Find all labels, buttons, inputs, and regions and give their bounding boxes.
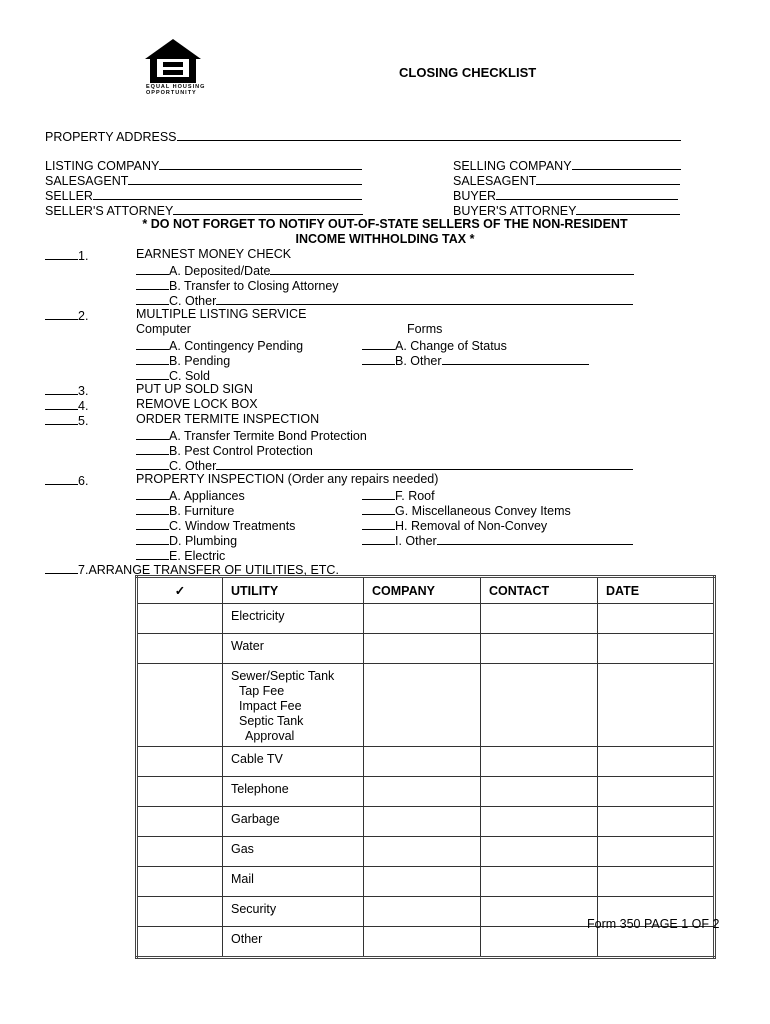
item-6-number: 6. [78, 474, 89, 488]
item-1a-label: A. Deposited/Date [169, 264, 271, 278]
notice-line-2: INCOME WITHHOLDING TAX * [295, 232, 475, 246]
item-6g-label: G. Miscellaneous Convey Items [395, 504, 571, 518]
check-header: ✓ [137, 577, 223, 604]
utility-cell [223, 837, 364, 867]
item-4-number: 4. [78, 399, 89, 413]
check-cell[interactable] [137, 634, 223, 664]
company-cell[interactable] [364, 897, 481, 927]
date-cell[interactable] [598, 664, 715, 747]
date-cell[interactable] [598, 604, 715, 634]
table-row [137, 604, 715, 634]
table-row [137, 867, 715, 897]
date-header: DATE [598, 577, 715, 604]
table-row [137, 837, 715, 867]
item-2b-label: B. Pending [169, 354, 231, 368]
logo-line-2: OPPORTUNITY [146, 90, 197, 96]
item-6i-label: I. Other [395, 534, 437, 548]
item-7-label: ARRANGE TRANSFER OF UTILITIES, ETC. [88, 563, 339, 577]
utility-name: Telephone [231, 782, 289, 796]
buyers-attorney-label: BUYER'S ATTORNEY [453, 204, 577, 218]
check-cell[interactable] [137, 604, 223, 634]
item-6-label: PROPERTY INSPECTION (Order any repairs needed) [136, 472, 439, 486]
item-6e-label: E. Electric [169, 549, 226, 563]
date-cell[interactable] [598, 634, 715, 664]
company-cell[interactable] [364, 777, 481, 807]
page-title: CLOSING CHECKLIST [399, 65, 537, 80]
item-5-label: ORDER TERMITE INSPECTION [136, 412, 320, 426]
utility-cell [223, 807, 364, 837]
company-cell[interactable] [364, 927, 481, 958]
table-header-row [137, 577, 715, 604]
item-6d-label: D. Plumbing [169, 534, 238, 548]
contact-cell[interactable] [481, 634, 598, 664]
notice-line-1: * DO NOT FORGET TO NOTIFY OUT-OF-STATE SELLERS OF THE NON-RESIDENT [142, 217, 628, 231]
table-row [137, 777, 715, 807]
logo-line-1: EQUAL HOUSING [146, 84, 206, 90]
item-6c-label: C. Window Treatments [169, 519, 296, 533]
item-5c-label: C. Other [169, 459, 217, 473]
item-2-label: MULTIPLE LISTING SERVICE [136, 307, 307, 321]
table-row [137, 807, 715, 837]
company-cell[interactable] [364, 604, 481, 634]
company-cell[interactable] [364, 664, 481, 747]
utility-cell [223, 634, 364, 664]
contact-cell[interactable] [481, 837, 598, 867]
item-2-forms-a-label: A. Change of Status [395, 339, 507, 353]
sellers-attorney-label: SELLER'S ATTORNEY [45, 204, 174, 218]
item-1b-label: B. Transfer to Closing Attorney [169, 279, 339, 293]
utilities-table [135, 575, 716, 959]
contact-cell[interactable] [481, 747, 598, 777]
date-cell[interactable] [598, 867, 715, 897]
contact-cell[interactable] [481, 807, 598, 837]
item-2-forms-heading: Forms [407, 322, 443, 336]
utility-sub-item: Approval [245, 729, 295, 743]
contact-cell[interactable] [481, 777, 598, 807]
company-cell[interactable] [364, 634, 481, 664]
item-3-number: 3. [78, 384, 89, 398]
item-5b-label: B. Pest Control Protection [169, 444, 313, 458]
utility-name: Security [231, 902, 277, 916]
utility-name: Sewer/Septic Tank [231, 669, 335, 683]
table-row [137, 664, 715, 747]
item-2a-label: A. Contingency Pending [169, 339, 304, 353]
utility-cell [223, 664, 364, 747]
item-6f-label: F. Roof [395, 489, 435, 503]
utility-sub-item: Tap Fee [239, 684, 285, 698]
check-cell[interactable] [137, 747, 223, 777]
check-cell[interactable] [137, 777, 223, 807]
utility-name: Cable TV [231, 752, 283, 766]
utility-name: Mail [231, 872, 254, 886]
item-2-computer-heading: Computer [136, 322, 191, 336]
item-2-checkbox[interactable] [45, 307, 88, 324]
item-5a-label: A. Transfer Termite Bond Protection [169, 429, 367, 443]
check-cell[interactable] [137, 664, 223, 747]
selling-company-label: SELLING COMPANY [453, 159, 572, 173]
utility-header: UTILITY [223, 577, 364, 604]
date-cell[interactable] [598, 747, 715, 777]
salesagent-left-label: SALESAGENT [45, 174, 129, 188]
contact-cell[interactable] [481, 867, 598, 897]
item-7-number: 7. [78, 563, 89, 577]
seller-label: SELLER [45, 189, 93, 203]
check-cell[interactable] [137, 837, 223, 867]
utility-sub-item: Septic Tank [239, 714, 304, 728]
company-cell[interactable] [364, 837, 481, 867]
date-cell[interactable] [598, 807, 715, 837]
contact-cell[interactable] [481, 604, 598, 634]
listing-company-label: LISTING COMPANY [45, 159, 160, 173]
utility-name: Water [231, 639, 264, 653]
buyer-label: BUYER [453, 189, 497, 203]
property-address-label: PROPERTY ADDRESS [45, 130, 177, 144]
item-6-checkbox[interactable] [45, 472, 88, 489]
company-header: COMPANY [364, 577, 481, 604]
utility-cell [223, 897, 364, 927]
item-5-checkbox[interactable] [45, 412, 88, 429]
item-2-number: 2. [78, 309, 89, 323]
utility-cell [223, 867, 364, 897]
item-6h-label: H. Removal of Non-Convey [395, 519, 548, 533]
utility-cell [223, 747, 364, 777]
utility-name: Garbage [231, 812, 280, 826]
logo-caption [146, 84, 205, 96]
date-cell[interactable] [598, 777, 715, 807]
check-cell[interactable] [137, 927, 223, 958]
item-1-label: EARNEST MONEY CHECK [136, 247, 292, 261]
page-footer: Form 350 PAGE 1 OF 2 [587, 917, 720, 931]
utility-sub-item: Impact Fee [239, 699, 302, 713]
item-6i[interactable] [362, 532, 633, 549]
salesagent-right-label: SALESAGENT [453, 174, 537, 188]
company-cell[interactable] [364, 747, 481, 777]
utility-name: Electricity [231, 609, 285, 623]
item-2-forms-b-label: B. Other [395, 354, 442, 368]
utility-cell [223, 927, 364, 958]
utility-name: Gas [231, 842, 254, 856]
item-2-forms-b[interactable] [362, 352, 589, 369]
item-5-number: 5. [78, 414, 89, 428]
check-cell[interactable] [137, 867, 223, 897]
property-address-field[interactable] [45, 128, 681, 145]
company-cell[interactable] [364, 867, 481, 897]
utility-cell [223, 777, 364, 807]
item-6b-label: B. Furniture [169, 504, 235, 518]
item-1-number: 1. [78, 249, 89, 263]
utility-cell [223, 604, 364, 634]
item-1c-label: C. Other [169, 294, 217, 308]
contact-cell[interactable] [481, 664, 598, 747]
utility-name: Other [231, 932, 263, 946]
check-cell[interactable] [137, 807, 223, 837]
table-row [137, 634, 715, 664]
contact-header: CONTACT [481, 577, 598, 604]
item-4-label: REMOVE LOCK BOX [136, 397, 258, 411]
company-cell[interactable] [364, 807, 481, 837]
contact-cell[interactable] [481, 897, 598, 927]
item-6a-label: A. Appliances [169, 489, 245, 503]
item-1-checkbox[interactable] [45, 247, 88, 264]
contact-cell[interactable] [481, 927, 598, 958]
date-cell[interactable] [598, 837, 715, 867]
check-cell[interactable] [137, 897, 223, 927]
item-2c-label: C. Sold [169, 369, 210, 383]
table-row [137, 747, 715, 777]
item-3-label: PUT UP SOLD SIGN [136, 382, 253, 396]
